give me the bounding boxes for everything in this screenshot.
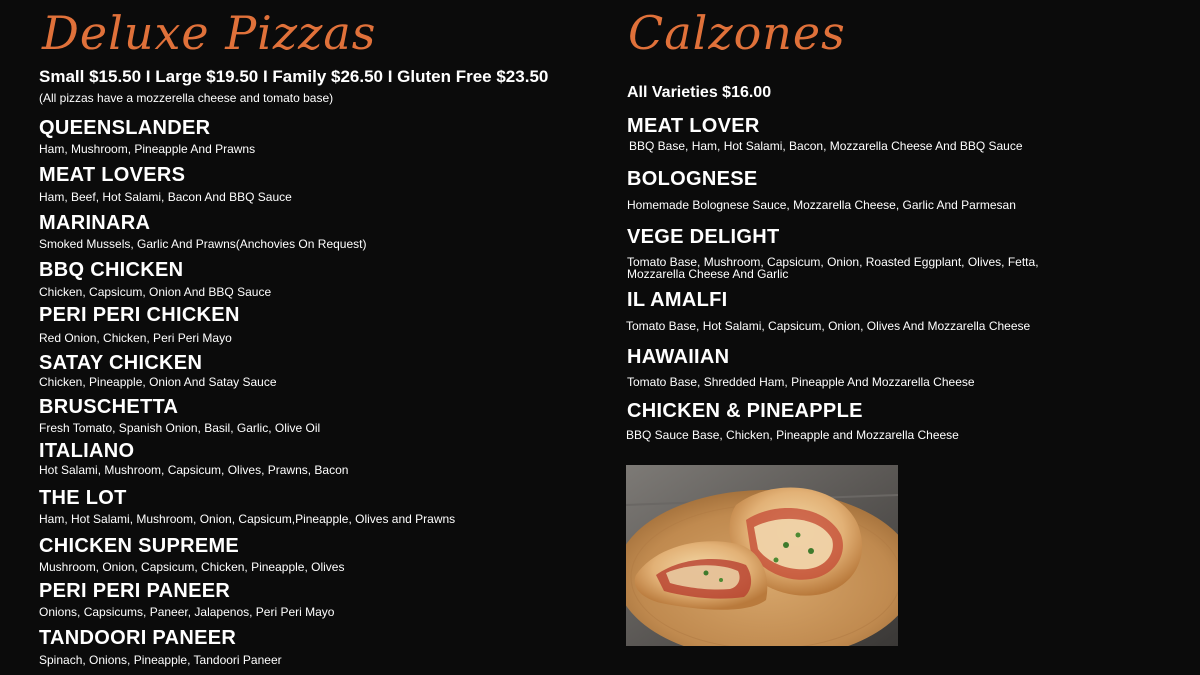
calzone-name: HAWAIIAN <box>627 346 730 368</box>
calzone-name: BOLOGNESE <box>627 168 758 190</box>
pizza-name: SATAY CHICKEN <box>39 352 203 374</box>
pizza-desc: Chicken, Pineapple, Onion And Satay Sauce <box>39 375 277 389</box>
pizza-desc: Red Onion, Chicken, Peri Peri Mayo <box>39 331 232 345</box>
calzone-desc: BBQ Base, Ham, Hot Salami, Bacon, Mozzarella Cheese And BBQ Sauce <box>629 139 1023 153</box>
pizza-name: MARINARA <box>39 212 151 234</box>
calzones-title: Calzones <box>628 6 846 60</box>
calzone-desc: Tomato Base, Hot Salami, Capsicum, Onion, Olives And Mozzarella Cheese <box>626 319 1031 333</box>
pizzas-title: Deluxe Pizzas <box>42 6 377 60</box>
pizza-name: BRUSCHETTA <box>39 396 179 418</box>
pizza-desc: Fresh Tomato, Spanish Onion, Basil, Garlic, Olive Oil <box>39 421 321 435</box>
pizza-name: THE LOT <box>39 487 127 509</box>
pizza-desc: Ham, Mushroom, Pineapple And Prawns <box>39 142 256 156</box>
pizza-desc: Smoked Mussels, Garlic And Prawns(Anchovies On Request) <box>39 237 367 251</box>
calzone-photo <box>626 465 898 646</box>
calzone-name: MEAT LOVER <box>627 115 760 137</box>
pizza-desc: Ham, Beef, Hot Salami, Bacon And BBQ Sauce <box>39 190 292 204</box>
pizza-name: MEAT LOVERS <box>39 164 186 186</box>
calzone-name: VEGE DELIGHT <box>627 226 780 248</box>
calzone-desc: Homemade Bolognese Sauce, Mozzarella Cheese, Garlic And Parmesan <box>627 198 1016 212</box>
pizza-name: QUEENSLANDER <box>39 117 211 139</box>
pizza-desc: Hot Salami, Mushroom, Capsicum, Olives, Prawns, Bacon <box>39 463 349 477</box>
calzone-desc: BBQ Sauce Base, Chicken, Pineapple and Mozzarella Cheese <box>626 428 959 442</box>
calzone-name: CHICKEN & PINEAPPLE <box>627 400 863 422</box>
pizza-name: PERI PERI PANEER <box>39 580 231 602</box>
pizzas-note: (All pizzas have a mozzerella cheese and tomato base) <box>39 91 334 105</box>
pizza-name: ITALIANO <box>39 440 135 462</box>
calzones-prices: All Varieties $16.00 <box>627 84 772 101</box>
pizza-desc: Ham, Hot Salami, Mushroom, Onion, Capsicum,Pineapple, Olives and Prawns <box>39 512 456 526</box>
calzone-desc: Tomato Base, Mushroom, Capsicum, Onion, Roasted Eggplant, Olives, Fetta, <box>627 255 1039 269</box>
pizza-name: CHICKEN SUPREME <box>39 535 240 557</box>
calzone-name: IL AMALFI <box>627 289 728 311</box>
calzone-desc: Tomato Base, Shredded Ham, Pineapple And Mozzarella Cheese <box>627 375 975 389</box>
pizza-name: BBQ CHICKEN <box>39 259 184 281</box>
pizza-desc: Onions, Capsicums, Paneer, Jalapenos, Peri Peri Mayo <box>39 605 335 619</box>
pizza-desc: Mushroom, Onion, Capsicum, Chicken, Pineapple, Olives <box>39 560 345 574</box>
pizza-name: PERI PERI CHICKEN <box>39 304 240 326</box>
pizza-desc: Spinach, Onions, Pineapple, Tandoori Paneer <box>39 653 282 667</box>
pizzas-prices: Small $15.50 I Large $19.50 I Family $26.50 I Gluten Free $23.50 <box>39 67 549 86</box>
pizza-name: TANDOORI PANEER <box>39 627 237 649</box>
calzone-desc: Mozzarella Cheese And Garlic <box>627 267 789 281</box>
pizza-desc: Chicken, Capsicum, Onion And BBQ Sauce <box>39 285 272 299</box>
